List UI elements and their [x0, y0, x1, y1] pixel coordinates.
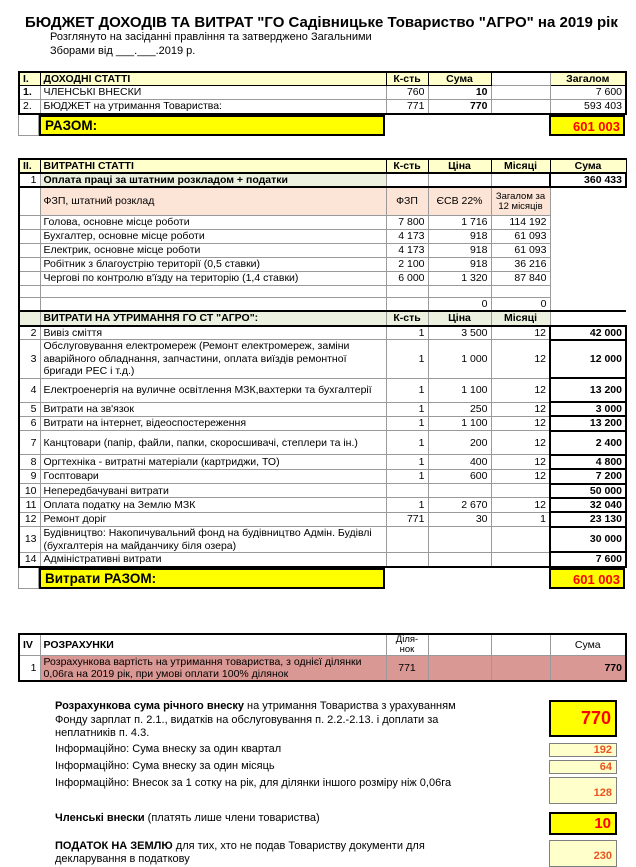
land-tax-value: 230 [549, 840, 617, 867]
cell-price: 1 100 [428, 378, 491, 402]
cell-qty [386, 173, 428, 187]
cell-sum: 13 200 [550, 416, 626, 430]
member-fee-value: 10 [549, 812, 617, 835]
expenses-total-value: 601 003 [549, 568, 625, 589]
cell-label: Електроенергія на вуличне освітлення МЗК,вахтерки та бухгалтерії [40, 378, 386, 402]
calc-table [18, 633, 627, 683]
cell-blank [550, 243, 626, 257]
cell-label: Ремонт доріг [40, 512, 386, 526]
cell-sum: 30 000 [550, 527, 626, 553]
cell-total: 593 403 [550, 100, 626, 114]
cell-blank [550, 311, 626, 325]
cell-months: 36 216 [491, 257, 550, 271]
annual-fee-text-rest: на утримання Товариства з урахуванням Фонду зарплат п. 2.1., видатків на обслуговування п. 2.2.-2.13. і доплати за неплатників п. 4.3. [55, 700, 456, 739]
expense-item-row [19, 527, 626, 553]
cell-label: Оргтехніка - витратні матеріали (картриджи, ТО) [40, 455, 386, 469]
cell-qty [386, 285, 428, 297]
cell-num: I. [19, 72, 40, 86]
cell-blank [18, 568, 39, 589]
cell-qty: 1 [386, 378, 428, 402]
expense-item-row [19, 512, 626, 526]
cell-qty: 4 173 [386, 229, 428, 243]
payroll-total-row [19, 173, 626, 187]
cell-price: 918 [428, 229, 491, 243]
land-tax-text-bold: ПОДАТОК НА ЗЕМЛЮ [55, 840, 173, 852]
cell-months [491, 552, 550, 566]
zeros-row [19, 297, 626, 311]
income-total-value: 601 003 [549, 115, 625, 136]
expense-item-row [19, 431, 626, 455]
cell-label: ФЗП, штатний розклад [40, 187, 386, 215]
cell-num: 6 [19, 416, 40, 430]
cell-num: 8 [19, 455, 40, 469]
cell-label: Непередбачувані витрати [40, 484, 386, 498]
cell-blank [491, 86, 550, 100]
member-fee-text [55, 812, 485, 825]
cell-num: II. [19, 159, 40, 173]
cell-sum: 7 600 [550, 552, 626, 566]
cell-months [491, 484, 550, 498]
cell-num: 12 [19, 512, 40, 526]
cell-price: 200 [428, 431, 491, 455]
cell-label: Чергові по контролю в'їзду на територію (1,4 ставки) [40, 271, 386, 285]
cell-price: 2 670 [428, 498, 491, 512]
cell-qty: 760 [386, 86, 428, 100]
cell-price [428, 527, 491, 553]
cell-qty: 1 [386, 340, 428, 378]
cell-label: Оплата праці за штатним розкладом + податки [40, 173, 386, 187]
annual-fee-row [55, 700, 617, 740]
cell-qty: 7 800 [386, 215, 428, 229]
cell-num: 1. [19, 86, 40, 100]
cell-num: 14 [19, 552, 40, 566]
cell-num: 10 [19, 484, 40, 498]
expense-item-row [19, 469, 626, 483]
cell-num: 5 [19, 402, 40, 416]
cell-months: 61 093 [491, 243, 550, 257]
cell-qty: ФЗП [386, 187, 428, 215]
cell-num: 1 [19, 173, 40, 187]
land-tax-text-rest: для тих, хто не подав Товариству документи для декларування в податкову [55, 840, 425, 866]
cell-qty: 6 000 [386, 271, 428, 285]
cell-months: Загалом за 12 місяців [491, 187, 550, 215]
cell-sum: 3 000 [550, 402, 626, 416]
cell-label: БЮДЖЕТ на утримання Товариства: [40, 100, 386, 114]
cell-price [428, 285, 491, 297]
cell-label: Витрати на інтернет, відеоспостереження [40, 416, 386, 430]
cell-months: 12 [491, 498, 550, 512]
cell-num: 3 [19, 340, 40, 378]
cell-num: 13 [19, 527, 40, 553]
cell-label: Оплата податку на Землю МЗК [40, 498, 386, 512]
month-fee-text: Інформаційно: Сума внеску за один місяць [55, 760, 275, 772]
cell-sum: Сума [428, 72, 491, 86]
cell-sum: 770 [428, 100, 491, 114]
expense-item-row [19, 378, 626, 402]
cell-blank [550, 285, 626, 297]
calc-header-row [19, 634, 626, 655]
cell-label: ВИТРАТНІ СТАТТІ [40, 159, 386, 173]
cell-price: 918 [428, 257, 491, 271]
cell-sum: 360 433 [550, 173, 626, 187]
cell-sum: 13 200 [550, 378, 626, 402]
cell-months: 12 [491, 431, 550, 455]
cell-label: Голова, основне місце роботи [40, 215, 386, 229]
cell-qty [386, 552, 428, 566]
cell-label: Бухгалтер, основне місце роботи [40, 229, 386, 243]
cell-qty: 1 [386, 469, 428, 483]
member-fee-text-bold: Членські внески [55, 812, 145, 824]
cell-num: 9 [19, 469, 40, 483]
quarter-fee-row [55, 743, 617, 757]
cell-qty: К-сть [386, 311, 428, 325]
cell-label: Вивіз сміття [40, 326, 386, 340]
cell-blank [385, 568, 549, 589]
cell-blank [550, 229, 626, 243]
cell-qty: 1 [386, 455, 428, 469]
calc-row [19, 655, 626, 681]
cell-num [19, 311, 40, 325]
cell-sum: Сума [550, 634, 626, 655]
per-sotka-value: 128 [549, 777, 617, 804]
cell-price: 30 [428, 512, 491, 526]
cell-months: 1 [491, 512, 550, 526]
cell-qty [386, 297, 428, 311]
cell-months [491, 173, 550, 187]
cell-qty: 771 [386, 100, 428, 114]
cell-num: IV [19, 634, 40, 655]
cell-months: 0 [491, 297, 550, 311]
cell-sum: Сума [550, 159, 626, 173]
cell-num [19, 187, 40, 215]
cell-label: Госптовари [40, 469, 386, 483]
expenses-header-row [19, 159, 626, 173]
cell-num: 2 [19, 326, 40, 340]
cell-price [428, 552, 491, 566]
cell-sum: 7 200 [550, 469, 626, 483]
cell-months: Місяці [491, 311, 550, 325]
cell-price [428, 173, 491, 187]
cell-label: Розрахункова вартість на утримання товариства, з однієї ділянки 0,06га на 2019 рік, при умові оплати 100% ділянок [40, 655, 386, 681]
cell-price: 3 500 [428, 326, 491, 340]
cell-months: 61 093 [491, 229, 550, 243]
cell-months: 12 [491, 469, 550, 483]
cell-label: Будівництво: Накопичувальний фонд на будівництво Адмін. Будівлі (бухгалтерія на майданчику біля озера) [40, 527, 386, 553]
cell-qty: 1 [386, 498, 428, 512]
cell-blank [550, 215, 626, 229]
expenses-total-row [18, 568, 625, 589]
cell-num [19, 297, 40, 311]
salary-row [19, 257, 626, 271]
cell-qty: 1 [386, 431, 428, 455]
land-tax-text [55, 840, 485, 866]
cell-blank [550, 187, 626, 215]
cell-qty: 1 [386, 402, 428, 416]
cell-blank [428, 655, 491, 681]
cell-label: Адміністративні витрати [40, 552, 386, 566]
cell-label: ДОХОДНІ СТАТТІ [40, 72, 386, 86]
cell-months: 12 [491, 378, 550, 402]
cell-sum: 2 400 [550, 431, 626, 455]
expense-item-row [19, 552, 626, 566]
salary-row [19, 243, 626, 257]
income-header-row [19, 72, 626, 86]
cell-num [19, 243, 40, 257]
cell-price: ЄСВ 22% [428, 187, 491, 215]
cell-num [19, 285, 40, 297]
income-total-row [18, 115, 625, 136]
annual-fee-text-bold: Розрахункова сума річного внеску [55, 700, 244, 713]
subtitle-line-2: Зборами від ___.___.2019 р. [50, 44, 196, 57]
cell-months: 114 192 [491, 215, 550, 229]
cell-num: 11 [19, 498, 40, 512]
page-title: БЮДЖЕТ ДОХОДІВ ТА ВИТРАТ "ГО Садівницьке Товариство "АГРО" на 2019 рік [25, 14, 618, 31]
cell-blank [385, 115, 549, 136]
cell-blank [491, 634, 550, 655]
empty-row [19, 285, 626, 297]
cell-months [491, 285, 550, 297]
cell-sum: 50 000 [550, 484, 626, 498]
cell-qty: 1 [386, 416, 428, 430]
expense-item-row [19, 402, 626, 416]
cell-qty: К-сть [386, 72, 428, 86]
per-sotka-row [55, 777, 617, 804]
cell-sum: 42 000 [550, 326, 626, 340]
cell-blank [550, 271, 626, 285]
cell-months: 12 [491, 402, 550, 416]
cell-months: Місяці [491, 159, 550, 173]
salary-row [19, 229, 626, 243]
annual-fee-text [55, 700, 485, 740]
cell-num [19, 215, 40, 229]
cell-num [19, 271, 40, 285]
cell-qty: Діля-нок [386, 634, 428, 655]
table-row [19, 100, 626, 114]
cell-sum: 23 130 [550, 512, 626, 526]
cell-label [40, 297, 386, 311]
annual-fee-value: 770 [549, 700, 617, 737]
cell-label: ВИТРАТИ НА УТРИМАННЯ ГО СТ "АГРО": [40, 311, 386, 325]
cell-qty: 1 [386, 326, 428, 340]
cell-qty: К-сть [386, 159, 428, 173]
cell-blank [18, 115, 39, 136]
cell-price: 918 [428, 243, 491, 257]
cell-sum: 10 [428, 86, 491, 100]
cell-blank [491, 72, 550, 86]
expense-item-row [19, 416, 626, 430]
expense-item-row [19, 340, 626, 378]
cell-months: 12 [491, 340, 550, 378]
salary-row [19, 215, 626, 229]
cell-price: Ціна [428, 311, 491, 325]
member-fee-text-rest: (платять лише члени товариства) [144, 812, 320, 824]
cell-num: 4 [19, 378, 40, 402]
cell-price: 0 [428, 297, 491, 311]
cell-months: 12 [491, 455, 550, 469]
payroll-subheader-row [19, 187, 626, 215]
cell-label: Витрати на зв'язок [40, 402, 386, 416]
cell-label: Електрик, основне місце роботи [40, 243, 386, 257]
expenses-total-label: Витрати РАЗОМ: [39, 568, 385, 589]
cell-blank [550, 297, 626, 311]
cell-sum: 12 000 [550, 340, 626, 378]
expense-item-row [19, 498, 626, 512]
cell-price: 400 [428, 455, 491, 469]
expenses-table [18, 158, 627, 568]
table-row [19, 86, 626, 100]
cell-price: 1 320 [428, 271, 491, 285]
quarter-fee-text: Інформаційно: Сума внеску за один квартал [55, 743, 282, 755]
cell-qty [386, 484, 428, 498]
cell-price: 250 [428, 402, 491, 416]
cell-sum: 770 [550, 655, 626, 681]
cell-price: Ціна [428, 159, 491, 173]
cell-months [491, 527, 550, 553]
cell-label: Канцтовари (папір, файли, папки, скоросшивачі, степлери та ін.) [40, 431, 386, 455]
income-table [18, 71, 627, 115]
cell-blank [550, 257, 626, 271]
cell-blank [491, 100, 550, 114]
cell-sum: 4 800 [550, 455, 626, 469]
cell-num: 2. [19, 100, 40, 114]
cell-total: Загалом [550, 72, 626, 86]
cell-label: РОЗРАХУНКИ [40, 634, 386, 655]
cell-months: 87 840 [491, 271, 550, 285]
summary-section [55, 700, 617, 867]
cell-price: 1 000 [428, 340, 491, 378]
cell-qty: 4 173 [386, 243, 428, 257]
expense-item-row [19, 455, 626, 469]
cell-qty: 2 100 [386, 257, 428, 271]
cell-months: 12 [491, 326, 550, 340]
per-sotka-text: Інформаційно: Внесок за 1 сотку на рік, для ділянки іншого розміру ніж 0,06га [55, 777, 452, 789]
cell-price: 1 716 [428, 215, 491, 229]
cell-num: 7 [19, 431, 40, 455]
cell-label [40, 285, 386, 297]
expense-item-row [19, 484, 626, 498]
subtitle-line-1: Розглянуто на засіданні правління та затверджено Загальними [50, 31, 372, 43]
cell-qty: 771 [386, 512, 428, 526]
expense-item-row [19, 326, 626, 340]
cell-label: ЧЛЕНСЬКІ ВНЕСКИ [40, 86, 386, 100]
cell-months: 12 [491, 416, 550, 430]
cell-label: Робітник з благоустрію території (0,5 ставки) [40, 257, 386, 271]
maintenance-subheader-row [19, 311, 626, 325]
cell-sum: 32 040 [550, 498, 626, 512]
month-fee-value: 64 [549, 760, 617, 774]
cell-qty: 771 [386, 655, 428, 681]
cell-qty [386, 527, 428, 553]
cell-blank [491, 655, 550, 681]
cell-price [428, 484, 491, 498]
month-fee-row [55, 760, 617, 774]
land-tax-row [55, 840, 617, 867]
income-total-label: РАЗОМ: [39, 115, 385, 136]
cell-blank [428, 634, 491, 655]
quarter-fee-value: 192 [549, 743, 617, 757]
salary-row [19, 271, 626, 285]
cell-label: Обслуговування електромереж (Ремонт електромереж, заміни аварійного обладнання, запчастини, оплата виїздів ремонтної бригади РЕС і т.д.) [40, 340, 386, 378]
cell-total: 7 600 [550, 86, 626, 100]
cell-num [19, 257, 40, 271]
cell-num [19, 229, 40, 243]
cell-price: 600 [428, 469, 491, 483]
cell-num: 1 [19, 655, 40, 681]
cell-price: 1 100 [428, 416, 491, 430]
